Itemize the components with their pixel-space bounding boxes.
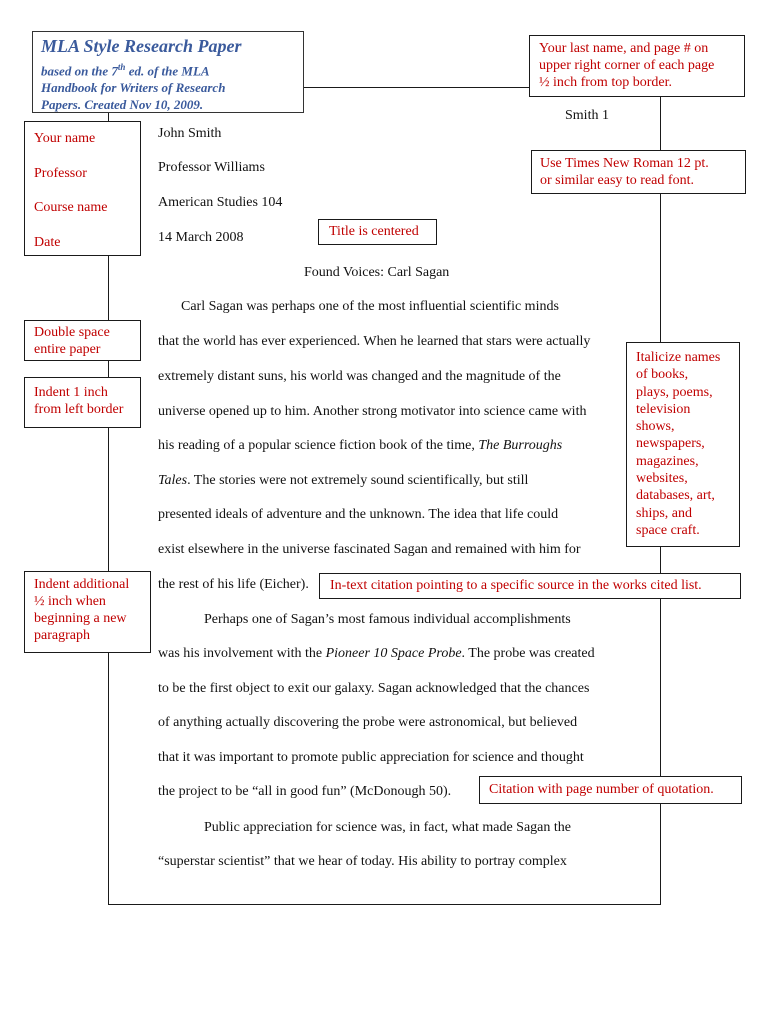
paragraph-line: [158, 437, 562, 455]
connector-line: [108, 360, 109, 378]
note-line: Title is centered: [329, 224, 419, 239]
note-line: ½ inch from top border.: [539, 75, 672, 90]
paragraph-line: of anything actually discovering the probe were astronomical, but believed: [158, 715, 578, 730]
paragraph-line: Perhaps one of Sagan’s most famous individual accomplishments: [204, 612, 571, 627]
text-run: his reading of a popular science fiction book of the time,: [158, 438, 479, 453]
paragraph-line: universe opened up to him. Another strong motivator into science came with: [158, 404, 587, 419]
note-line: beginning a new: [34, 611, 127, 626]
professor-name: Professor Williams: [158, 160, 265, 175]
paragraph-line: exist elsewhere in the universe fascinated Sagan and remained with him for: [158, 542, 581, 557]
paper-date: 14 March 2008: [158, 230, 244, 245]
paragraph-line: to be the first object to exit our galaxy. Sagan acknowledged that the chances: [158, 681, 590, 696]
note-line: ½ inch when: [34, 594, 106, 609]
note-line: entire paper: [34, 342, 101, 357]
note-citation-page: [479, 776, 742, 804]
header-sup: th: [117, 62, 126, 72]
text-run: . The probe was created: [461, 646, 595, 661]
note-title-centered: [318, 219, 437, 245]
note-line: or similar easy to read font.: [540, 173, 694, 188]
header-sub-text: Handbook for Writers of Research: [41, 80, 226, 96]
note-line: plays, poems,: [636, 384, 713, 400]
note-line: Use Times New Roman 12 pt.: [540, 156, 709, 171]
note-last-name: [529, 35, 745, 97]
note-line: In-text citation pointing to a specific source in the works cited list.: [330, 578, 702, 593]
italic-title: Pioneer 10 Space Probe: [325, 646, 462, 661]
note-line: shows,: [636, 419, 675, 435]
paragraph-line: Public appreciation for science was, in fact, what made Sagan the: [204, 820, 571, 835]
header-title: MLA Style Research Paper: [41, 36, 242, 56]
note-line: databases, art,: [636, 488, 715, 504]
italic-title: Tales: [158, 473, 188, 488]
paragraph-line: that it was important to promote public appreciation for science and thought: [158, 750, 584, 765]
note-italicize: [626, 342, 740, 547]
paragraph-line: presented ideals of adventure and the unknown. The idea that life could: [158, 507, 559, 522]
note-line: Italicize names: [636, 350, 721, 365]
note-intext-citation: [319, 573, 741, 599]
paragraph-line: [158, 472, 528, 490]
connector-line: [108, 427, 109, 572]
note-text: [540, 155, 709, 189]
text-run: was his involvement with the: [158, 646, 326, 661]
note-text: [539, 40, 714, 91]
note-line: Double space: [34, 325, 110, 340]
header-subtitle: [41, 59, 225, 113]
note-line: Indent additional: [34, 577, 130, 592]
text-run: . The stories were not extremely sound scientifically, but still: [187, 473, 529, 488]
note-font: [531, 150, 746, 194]
note-line: Your last name, and page # on: [539, 41, 709, 56]
note-line: Professor: [34, 166, 87, 181]
paper-title: Found Voices: Carl Sagan: [304, 265, 450, 280]
note-line: upper right corner of each page: [539, 58, 715, 73]
connector-line: [303, 87, 529, 88]
header-sub-text: ed. of the MLA: [125, 63, 210, 79]
note-double-space: [24, 320, 141, 361]
note-line: Date: [34, 235, 61, 250]
student-name: John Smith: [158, 126, 222, 141]
note-line: of books,: [636, 367, 689, 383]
paragraph-line: the rest of his life (Eicher).: [158, 577, 309, 592]
note-line: paragraph: [34, 628, 90, 643]
note-line: websites,: [636, 471, 688, 487]
note-name-block: [24, 121, 141, 256]
paragraph-line: Carl Sagan was perhaps one of the most influential scientific minds: [181, 299, 559, 314]
header-sub-text: Papers. Created Nov 10, 2009.: [41, 97, 204, 113]
connector-line: [108, 255, 109, 321]
note-text: [34, 384, 123, 418]
note-line: newspapers,: [636, 436, 705, 452]
paragraph-line: extremely distant suns, his world was changed and the magnitude of the: [158, 369, 561, 384]
paragraph-line: “superstar scientist” that we hear of today. His ability to portray complex: [158, 854, 567, 869]
paragraph-line: the project to be “all in good fun” (McDonough 50).: [158, 784, 452, 799]
course-name: American Studies 104: [158, 195, 283, 210]
note-indent-half: [24, 571, 151, 653]
header-sub-text: based on the 7: [41, 63, 118, 79]
note-line: Citation with page number of quotation.: [489, 782, 714, 797]
note-line: magazines,: [636, 453, 699, 469]
note-line: space craft.: [636, 522, 700, 538]
connector-line: [660, 97, 661, 125]
paragraph-line: that the world has ever experienced. When he learned that stars were actually: [158, 334, 591, 349]
note-text: [636, 349, 720, 539]
note-line: from left border: [34, 402, 124, 417]
note-line: Indent 1 inch: [34, 385, 108, 400]
note-line: ships, and: [636, 505, 692, 521]
note-line: Your name: [34, 131, 96, 146]
note-text: [34, 324, 110, 358]
running-head: Smith 1: [565, 108, 609, 123]
note-text: [34, 576, 129, 644]
header-box: [32, 31, 304, 113]
italic-title: The Burroughs: [478, 438, 563, 453]
note-line: Course name: [34, 200, 108, 215]
connector-line: [660, 192, 661, 342]
note-line: television: [636, 401, 691, 417]
note-indent-1: [24, 377, 141, 428]
paragraph-line: [158, 645, 595, 663]
